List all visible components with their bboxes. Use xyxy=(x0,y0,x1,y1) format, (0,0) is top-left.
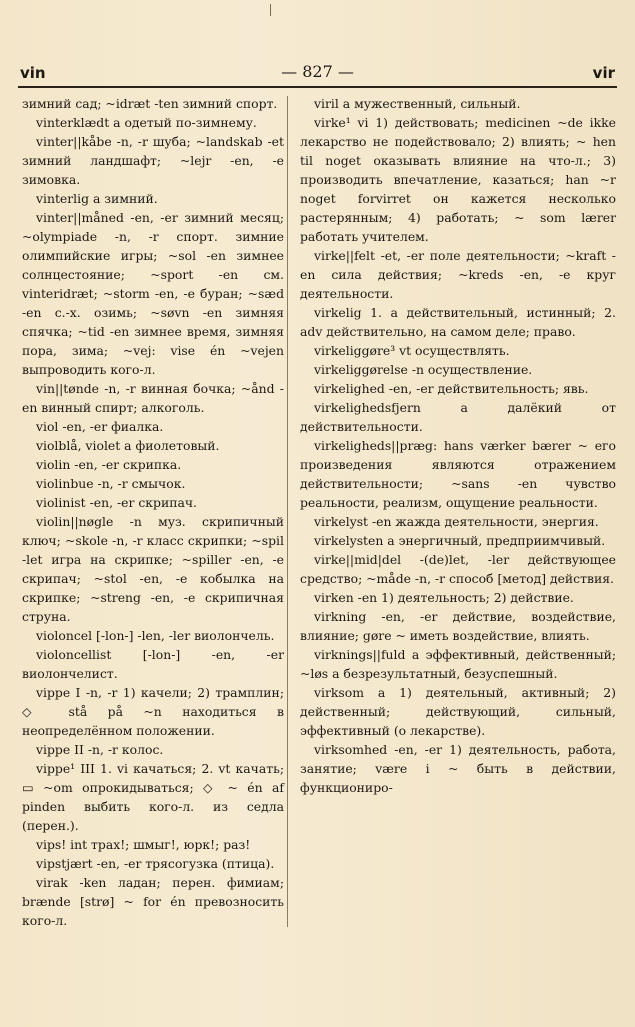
entry: violoncel [-lon-] -len, -ler виолончель. xyxy=(36,628,275,643)
header-left-guideword: vin xyxy=(20,64,46,82)
header-right-guideword: vir xyxy=(592,64,615,82)
entry: virkeligheds||præg: hans værker bærer ~ его произведения являются отражением действительности; ~sans -en чувство реальности, реализм, ощущение реальности. xyxy=(300,438,616,510)
entry: viril a мужественный, сильный. xyxy=(314,96,521,111)
entry-continuation: зимний сад; ~idræt -ten зимний спорт. xyxy=(22,96,278,111)
entry: vippe¹ III 1. vi качаться; 2. vt качать; ▭ ~om опрокидываться; ◇ ~ én af pinden выбить кого-л. из седла (перен.). xyxy=(22,761,284,833)
entry: virksomhed -en, -er 1) деятельность, работа, занятие; være i ~ быть в действии, функциониро- xyxy=(300,742,616,795)
entry: virkning -en, -er действие, воздействие, влияние; gøre ~ иметь воздействие, влиять. xyxy=(300,609,616,643)
entry: viol -en, -er фиалка. xyxy=(36,419,164,434)
entry: virak -ken ладан; перен. фимиам; brænde [strø] ~ for én превозносить кого-л. xyxy=(22,875,284,928)
right-column xyxy=(300,94,616,797)
entry: virknings||fuld a эффективный, действенный; ~løs a безрезультатный, безуспешный. xyxy=(300,647,616,681)
entry: violinbue -n, -r смычок. xyxy=(36,476,186,491)
page-number: — 827 — xyxy=(281,62,354,81)
left-column xyxy=(22,94,284,930)
page-header xyxy=(18,62,617,84)
entry: vippe I -n, -r 1) качели; 2) трамплин; ◇ stå på ~n находиться в неопределённом положении. xyxy=(22,685,284,738)
entry: vinter||måned -en, -er зимний месяц; ~olympiade -n, -r спорт. зимние олимпийские игры; ~sol -en зимнее солнцестояние; ~sport -en см. vinteridræt; ~storm -en, -e буран; ~sæd -en с.-х. озимь; ~søvn -en зимняя спячка; ~tid -en зимнее время, зимняя пора, зима; ~vej: vise én ~vejen выпроводить кого-л. xyxy=(22,210,284,377)
scan-mark xyxy=(270,4,271,16)
entry: virkelyst -en жажда деятельности, энергия. xyxy=(314,514,599,529)
entry: vipstjært -en, -er трясогузка (птица). xyxy=(36,856,275,871)
entry: virke||mid|del -(de)let, -ler действующее средство; ~måde -n, -r способ [метод] действия. xyxy=(300,552,616,586)
entry: virkeliggøre³ vt осуществлять. xyxy=(314,343,510,358)
entry: virkeliggørelse -n осуществление. xyxy=(314,362,533,377)
header-rule xyxy=(18,86,617,88)
entry: vinter||kåbe -n, -r шуба; ~landskab -et зимний ландшафт; ~lejr -en, -e зимовка. xyxy=(22,134,284,187)
entry: vippe II -n, -r колос. xyxy=(36,742,164,757)
entry: vips! int трах!; шмыг!, юрк!; раз! xyxy=(36,837,251,852)
entry: violin||nøgle -n муз. скрипичный ключ; ~skole -n, -r класс скрипки; ~spil -let игра на скрипке; ~spiller -en, -e скрипач; ~stol -en, -e кобылка на скрипке; ~streng -en, -e скрипичная струна. xyxy=(22,514,284,624)
entry: violoncellist [-lon-] -en, -er виолончелист. xyxy=(22,647,284,681)
entry: violin -en, -er скрипка. xyxy=(36,457,182,472)
entry: virkelysten a энергичный, предприимчивый. xyxy=(314,533,606,548)
entry: virkelighed -en, -er действительность; явь. xyxy=(314,381,589,396)
entry: virkelighedsfjern a далёкий от действительности. xyxy=(300,400,616,434)
entry: violblå, violet a фиолетовый. xyxy=(36,438,220,453)
entry: virkelig 1. a действительный, истинный; 2. adv действительно, на самом деле; право. xyxy=(300,305,616,339)
entry: virke||felt -et, -er поле деятельности; ~kraft -en сила действия; ~kreds -en, -e круг деятельности. xyxy=(300,248,616,301)
entry: virksom a 1) деятельный, активный; 2) действенный; действующий, сильный, эффективный (о лекарстве). xyxy=(300,685,616,738)
entry: virken -en 1) деятельность; 2) действие. xyxy=(314,590,574,605)
entry: violinist -en, -er скрипач. xyxy=(36,495,197,510)
entry: virke¹ vi 1) действовать; medicinen ~de ikke лекарство не подействовало; 2) влиять; ~ hen til noget оказывать влияние на что-л.; 3) производить впечатление, казаться; han ~r noget forvirret он кажется несколько растерянным; 4) работать; ~ som lærer работать учителем. xyxy=(300,115,616,244)
entry: vin||tønde -n, -r винная бочка; ~ånd -en винный спирт; алкоголь. xyxy=(22,381,284,415)
entry: vinterklædt a одетый по-зимнему. xyxy=(36,115,257,130)
entry: vinterlig a зимний. xyxy=(36,191,158,206)
column-divider xyxy=(287,96,288,927)
